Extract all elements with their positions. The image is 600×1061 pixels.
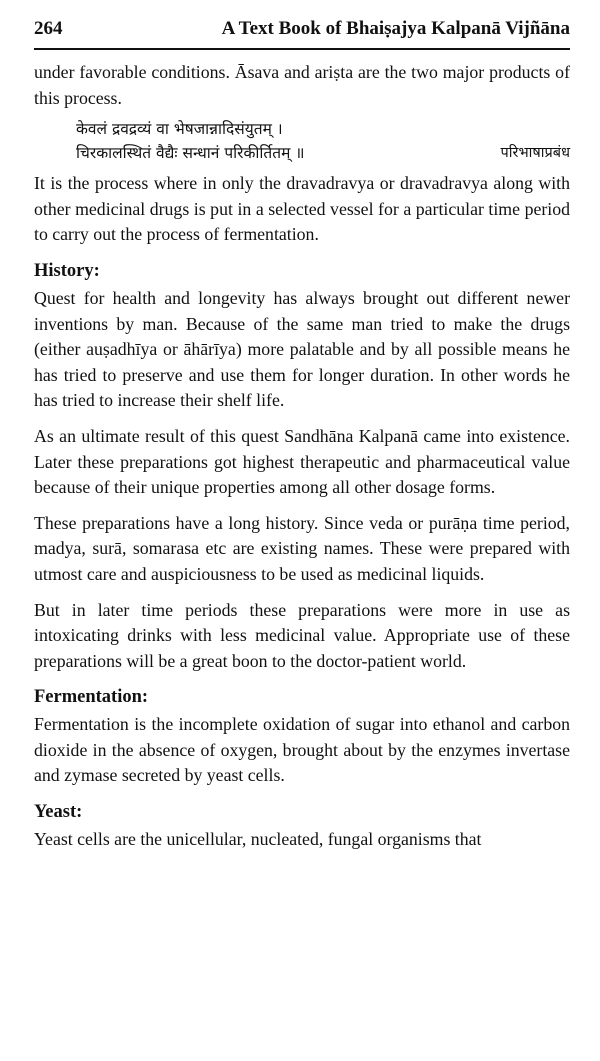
heading-yeast: Yeast:	[34, 802, 83, 823]
heading-history: History:	[34, 260, 100, 281]
heading-fermentation: Fermentation:	[34, 687, 149, 708]
paragraph-history-3: These preparations have a long history. Since veda or purāṇa time period, madya, surā, somarasa etc are existing names. These were prepared with utmost care and auspiciousness to be used as medicinal liquids.	[34, 512, 570, 584]
paragraph-history-1: Quest for health and longevity has always brought out different newer inventions by man. Because of the same man tried to make the drugs (either auṣadhīya or āhārīya) more palatable and by all possible means he has tried to preserve and use them for longer duration. In other words he has tried to increase their shelf life.	[34, 287, 570, 411]
running-title: A Text Book of Bhaiṣajya Kalpanā Vijñāna	[221, 18, 570, 39]
page-number: 264	[34, 18, 63, 39]
page-header	[34, 18, 570, 50]
paragraph-intro: under favorable conditions. Āsava and ariṣta are the two major products of this process.	[34, 62, 570, 108]
verse-line-1: केवलं द्रवद्रव्यं वा भेषजान्नादिसंयुतम् ।	[76, 120, 283, 139]
sanskrit-verse	[76, 117, 570, 165]
paragraph-fermentation: Fermentation is the incomplete oxidation of sugar into ethanol and carbon dioxide in the absence of oxygen, brought about by the enzymes invertase and zymase secreted by yeast cells.	[34, 714, 570, 786]
paragraph-yeast: Yeast cells are the unicellular, nucleated, fungal organisms that	[34, 829, 482, 850]
verse-line-2: चिरकालस्थितं वैद्यैः सन्धानं परिकीर्तितम् ॥	[76, 144, 305, 163]
paragraph-history-2: As an ultimate result of this quest Sandhāna Kalpanā came into existence. Later these preparations got highest therapeutic and pharmaceutical value because of their unique properties among all other dosage forms.	[34, 425, 570, 498]
paragraph-history-4: But in later time periods these preparations were more in use as intoxicating drinks with less medicinal value. Appropriate use of these preparations will be a great boon to the doctor-patient world.	[34, 599, 570, 671]
paragraph-definition: It is the process where in only the dravadravya or dravadravya along with other medicinal drugs is put in a selected vessel for a particular time period to carry out the process of fermentation.	[34, 173, 570, 245]
verse-source: परिभाषाप्रबंध	[500, 145, 570, 162]
